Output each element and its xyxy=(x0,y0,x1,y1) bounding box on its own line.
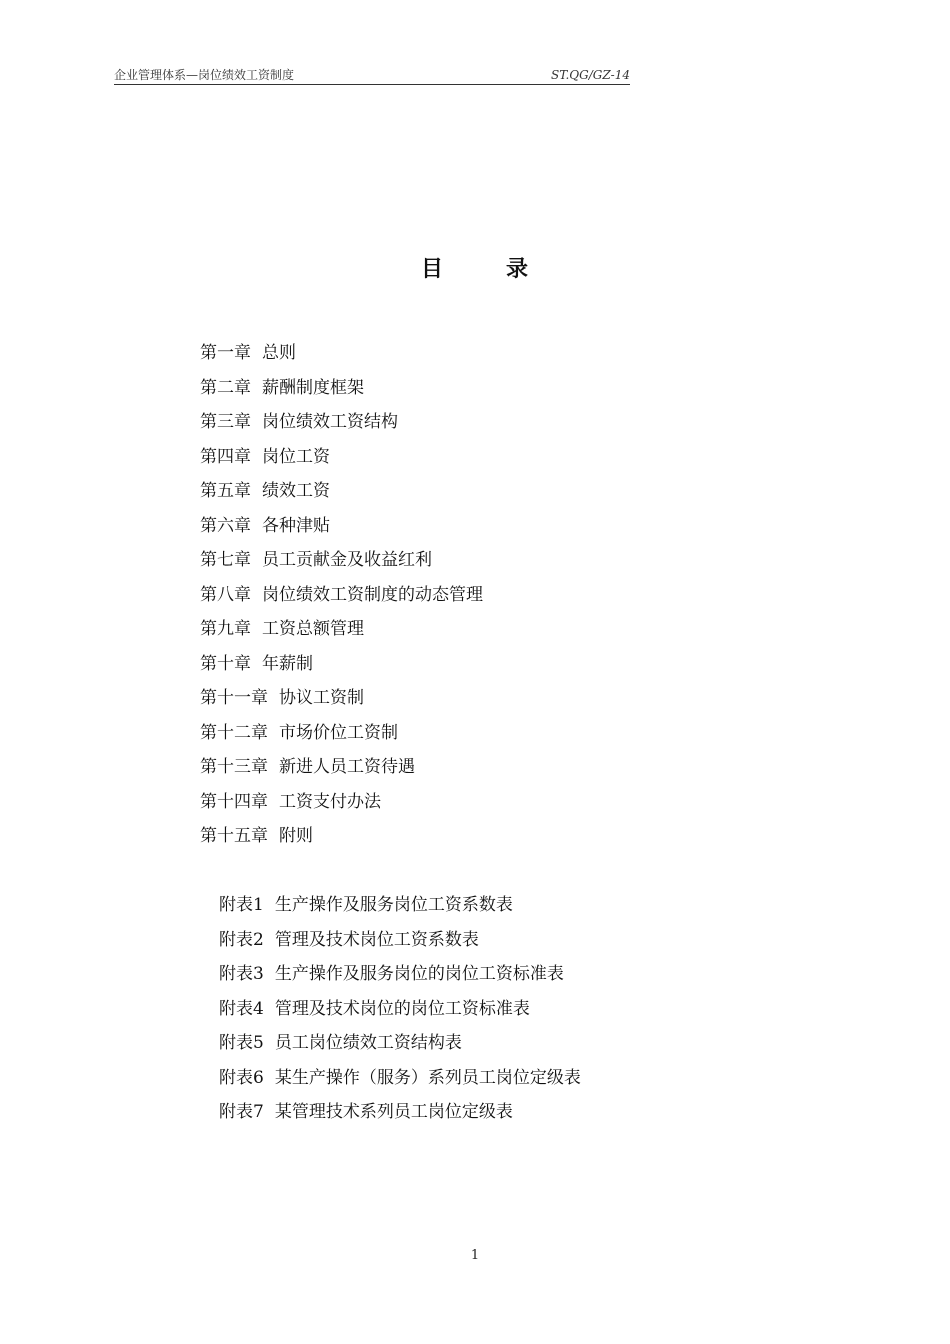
toc-chapter-item xyxy=(200,614,483,649)
chapter-number: 第六章 xyxy=(200,515,251,536)
chapter-title: 岗位绩效工资制度的动态管理 xyxy=(262,584,483,605)
appendix-number: 附表1 xyxy=(219,895,264,915)
appendix-number: 附表3 xyxy=(219,964,264,984)
chapter-number: 第四章 xyxy=(200,446,251,467)
toc-chapter-item xyxy=(200,407,483,442)
appendix-number: 附表7 xyxy=(219,1102,264,1122)
toc-title-char-2: 录 xyxy=(506,256,530,282)
chapter-number: 第十三章 xyxy=(200,757,268,777)
chapter-number: 第十一章 xyxy=(200,688,268,708)
toc-chapter-item xyxy=(200,821,483,856)
appendix-list xyxy=(219,890,581,1132)
chapter-title: 员工贡献金及收益红利 xyxy=(262,550,432,570)
appendix-number: 附表4 xyxy=(219,998,264,1019)
toc-chapter-item xyxy=(200,649,483,684)
chapter-number: 第十五章 xyxy=(200,826,268,846)
toc-appendix-item xyxy=(219,890,581,925)
appendix-title: 生产操作及服务岗位工资系数表 xyxy=(274,895,513,915)
page-header xyxy=(114,68,630,85)
toc-appendix-item xyxy=(219,1063,581,1098)
chapter-title: 岗位工资 xyxy=(262,446,330,467)
toc-appendix-item xyxy=(219,959,581,994)
chapter-title: 总则 xyxy=(262,343,296,363)
chapter-title: 工资总额管理 xyxy=(262,619,364,639)
toc-chapter-item xyxy=(200,373,483,408)
chapter-title: 市场价位工资制 xyxy=(279,722,398,743)
toc-chapter-item xyxy=(200,580,483,615)
chapter-list xyxy=(200,338,483,856)
toc-chapter-item xyxy=(200,476,483,511)
chapter-title: 各种津贴 xyxy=(262,515,330,536)
appendix-title: 某管理技术系列员工岗位定级表 xyxy=(274,1102,513,1122)
chapter-number: 第十四章 xyxy=(200,791,268,812)
chapter-title: 薪酬制度框架 xyxy=(262,377,364,398)
chapter-number: 第十章 xyxy=(200,653,251,674)
chapter-number: 第五章 xyxy=(200,481,251,501)
chapter-title: 绩效工资 xyxy=(262,481,330,501)
toc-chapter-item xyxy=(200,718,483,753)
chapter-title: 附则 xyxy=(279,826,313,846)
chapter-title: 协议工资制 xyxy=(279,688,364,708)
chapter-number: 第二章 xyxy=(200,377,251,398)
page-number: 1 xyxy=(470,1248,480,1263)
chapter-number: 第一章 xyxy=(200,343,251,363)
chapter-number: 第三章 xyxy=(200,412,251,432)
chapter-title: 工资支付办法 xyxy=(279,791,381,812)
appendix-title: 生产操作及服务岗位的岗位工资标准表 xyxy=(274,964,564,984)
chapter-title: 岗位绩效工资结构 xyxy=(262,412,398,432)
appendix-number: 附表2 xyxy=(219,929,264,950)
appendix-title: 某生产操作（服务）系列员工岗位定级表 xyxy=(274,1067,581,1088)
chapter-number: 第七章 xyxy=(200,550,251,570)
header-document-code: ST.QG/GZ-14 xyxy=(551,68,630,82)
toc-chapter-item xyxy=(200,338,483,373)
toc-title-char-1: 目 xyxy=(420,256,444,282)
appendix-number: 附表5 xyxy=(219,1033,264,1053)
toc-appendix-item xyxy=(219,1097,581,1132)
toc-appendix-item xyxy=(219,925,581,960)
toc-chapter-item xyxy=(200,511,483,546)
chapter-title: 新进人员工资待遇 xyxy=(279,757,415,777)
toc-appendix-item xyxy=(219,1028,581,1063)
chapter-title: 年薪制 xyxy=(262,653,313,674)
chapter-number: 第九章 xyxy=(200,619,251,639)
appendix-title: 员工岗位绩效工资结构表 xyxy=(274,1033,462,1053)
header-document-title: 企业管理体系—岗位绩效工资制度 xyxy=(114,68,295,82)
toc-chapter-item xyxy=(200,683,483,718)
toc-chapter-item xyxy=(200,442,483,477)
chapter-number: 第八章 xyxy=(200,584,251,605)
toc-chapter-item xyxy=(200,545,483,580)
appendix-number: 附表6 xyxy=(219,1067,264,1088)
toc-appendix-item xyxy=(219,994,581,1029)
appendix-title: 管理及技术岗位工资系数表 xyxy=(274,929,479,950)
toc-title xyxy=(0,254,950,284)
appendix-title: 管理及技术岗位的岗位工资标准表 xyxy=(274,998,530,1019)
toc-chapter-item xyxy=(200,752,483,787)
chapter-number: 第十二章 xyxy=(200,722,268,743)
toc-chapter-item xyxy=(200,787,483,822)
